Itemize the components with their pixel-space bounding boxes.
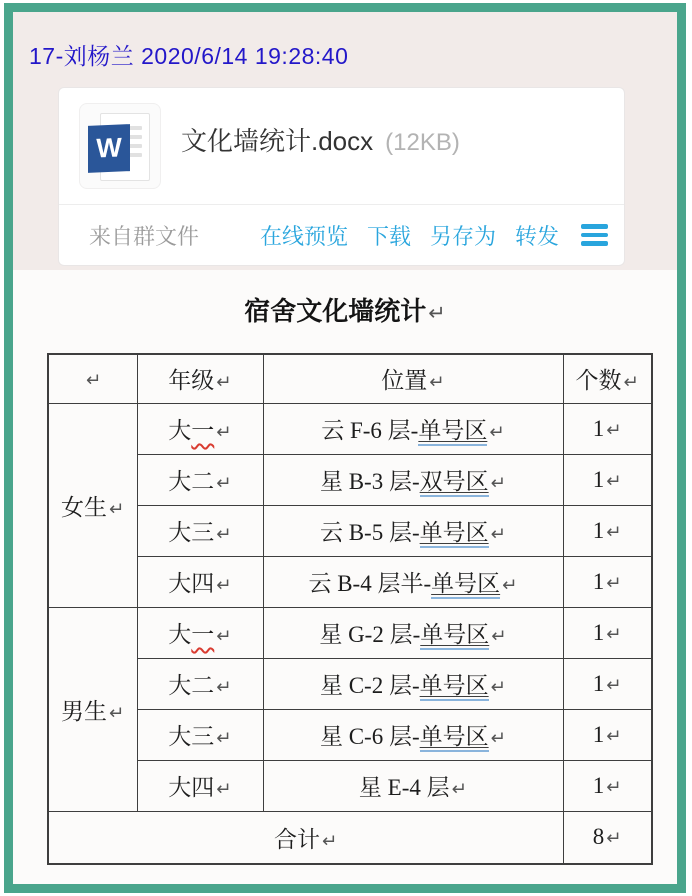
count-cell: 1 ↵ <box>563 556 652 607</box>
paragraph-mark-icon: ↵ <box>489 422 505 443</box>
file-card-main[interactable] <box>59 88 624 204</box>
grade-cell: 大三 ↵ <box>137 709 263 760</box>
location-cell: 云 B-4 层半-单号区 ↵ <box>263 556 563 607</box>
document-title: 宿舍文化墙统计↵ <box>244 297 446 326</box>
count-cell: 1 ↵ <box>563 658 652 709</box>
header-cell-location: 位置 ↵ <box>263 354 563 403</box>
paragraph-mark-icon: ↵ <box>606 470 622 492</box>
paragraph-mark-icon: ↵ <box>216 728 232 749</box>
statistics-table <box>47 353 653 865</box>
paragraph-mark-icon: ↵ <box>429 372 445 394</box>
header-cell-count: 个数 ↵ <box>563 354 652 403</box>
table-row <box>48 658 652 709</box>
file-card-actions <box>59 205 624 265</box>
forward-link[interactable]: 转发 <box>514 223 559 249</box>
paragraph-mark-icon: ↵ <box>109 702 125 724</box>
paragraph-mark-icon: ↵ <box>490 524 507 545</box>
grammar-marked-text: 单号区 <box>420 622 489 650</box>
table-header-row <box>48 354 652 403</box>
more-actions-menu-icon[interactable] <box>581 224 608 246</box>
header-cell-blank <box>48 354 137 403</box>
paragraph-mark-icon: ↵ <box>428 301 446 325</box>
grammar-marked-text: 单号区 <box>431 571 500 599</box>
paragraph-mark-icon: ↵ <box>109 498 125 520</box>
group-cell-male: 男生 ↵ <box>48 607 137 811</box>
paragraph-mark-icon: ↵ <box>606 623 622 645</box>
paragraph-mark-icon: ↵ <box>216 422 232 443</box>
paragraph-mark-icon: ↵ <box>606 521 622 543</box>
file-name: 文化墙统计.docx <box>181 125 374 156</box>
group-cell-female: 女生 ↵ <box>48 403 137 607</box>
screenshot-frame <box>4 3 686 893</box>
grade-cell: 大二 ↵ <box>137 658 263 709</box>
location-cell: 云 F-6 层-单号区 ↵ <box>263 403 563 454</box>
grammar-marked-text: 单号区 <box>418 418 487 446</box>
sender-timestamp: 17-刘杨兰 2020/6/14 19:28:40 <box>29 43 349 69</box>
location-cell: 星 G-2 层-单号区 ↵ <box>263 607 563 658</box>
location-cell: 星 E-4 层 ↵ <box>263 760 563 811</box>
table-row <box>48 709 652 760</box>
grammar-marked-text: 双号区 <box>420 469 489 497</box>
grammar-marked-text: 单号区 <box>420 520 489 548</box>
word-icon-letter: W <box>88 124 130 173</box>
paragraph-mark-icon: ↵ <box>490 728 507 749</box>
grade-cell: 大三 ↵ <box>137 505 263 556</box>
paragraph-mark-icon: ↵ <box>216 473 232 494</box>
grade-cell: 大二 ↵ <box>137 454 263 505</box>
preview-link[interactable]: 在线预览 <box>259 223 348 249</box>
table-row <box>48 556 652 607</box>
total-label-cell: 合计 ↵ <box>48 811 563 864</box>
grade-cell: 大一 ↵ <box>137 607 263 658</box>
download-link[interactable]: 下载 <box>366 223 411 249</box>
word-file-icon <box>79 103 161 189</box>
header-cell-grade: 年级 ↵ <box>137 354 263 403</box>
paragraph-mark-icon: ↵ <box>491 626 507 647</box>
total-value-cell: 8 ↵ <box>563 811 652 864</box>
paragraph-mark-icon: ↵ <box>216 779 232 800</box>
table-row <box>48 403 652 454</box>
count-cell: 1 ↵ <box>563 607 652 658</box>
paragraph-mark-icon: ↵ <box>216 524 232 545</box>
paragraph-mark-icon: ↵ <box>606 419 622 441</box>
paragraph-mark-icon: ↵ <box>86 369 102 391</box>
file-size: (12KB) <box>385 128 460 156</box>
grade-cell: 大四 ↵ <box>137 760 263 811</box>
paragraph-mark-icon: ↵ <box>606 725 622 747</box>
grade-cell: 大一 ↵ <box>137 403 263 454</box>
paragraph-mark-icon: ↵ <box>502 575 518 596</box>
location-cell: 云 B-5 层-单号区 ↵ <box>263 505 563 556</box>
table-row <box>48 607 652 658</box>
misspelled-text: 一 <box>191 622 215 647</box>
paragraph-mark-icon: ↵ <box>606 776 622 798</box>
paragraph-mark-icon: ↵ <box>216 372 232 394</box>
table-total-row <box>48 811 652 864</box>
paragraph-mark-icon: ↵ <box>216 575 232 596</box>
table-row <box>48 505 652 556</box>
paragraph-mark-icon: ↵ <box>490 473 507 494</box>
chat-area <box>13 12 677 270</box>
file-source-label: 来自群文件 <box>89 223 200 249</box>
grammar-marked-text: 单号区 <box>420 673 489 701</box>
count-cell: 1 ↵ <box>563 709 652 760</box>
paragraph-mark-icon: ↵ <box>623 372 639 394</box>
location-cell: 星 C-6 层-单号区 ↵ <box>263 709 563 760</box>
count-cell: 1 ↵ <box>563 505 652 556</box>
paragraph-mark-icon: ↵ <box>606 828 622 850</box>
paragraph-mark-icon: ↵ <box>451 779 468 800</box>
count-cell: 1 ↵ <box>563 760 652 811</box>
paragraph-mark-icon: ↵ <box>490 677 507 698</box>
paragraph-mark-icon: ↵ <box>322 830 338 852</box>
location-cell: 星 C-2 层-单号区 ↵ <box>263 658 563 709</box>
count-cell: 1 ↵ <box>563 403 652 454</box>
count-cell: 1 ↵ <box>563 454 652 505</box>
grammar-marked-text: 单号区 <box>420 724 489 752</box>
file-card[interactable] <box>58 87 625 266</box>
paragraph-mark-icon: ↵ <box>606 674 622 696</box>
table-row <box>48 454 652 505</box>
location-cell: 星 B-3 层-双号区 ↵ <box>263 454 563 505</box>
save-as-link[interactable]: 另存为 <box>429 223 496 249</box>
paragraph-mark-icon: ↵ <box>216 677 232 698</box>
misspelled-text: 一 <box>191 418 215 443</box>
table-row <box>48 760 652 811</box>
paragraph-mark-icon: ↵ <box>606 572 622 594</box>
document-area <box>13 270 677 865</box>
paragraph-mark-icon: ↵ <box>216 626 232 647</box>
grade-cell: 大四 ↵ <box>137 556 263 607</box>
